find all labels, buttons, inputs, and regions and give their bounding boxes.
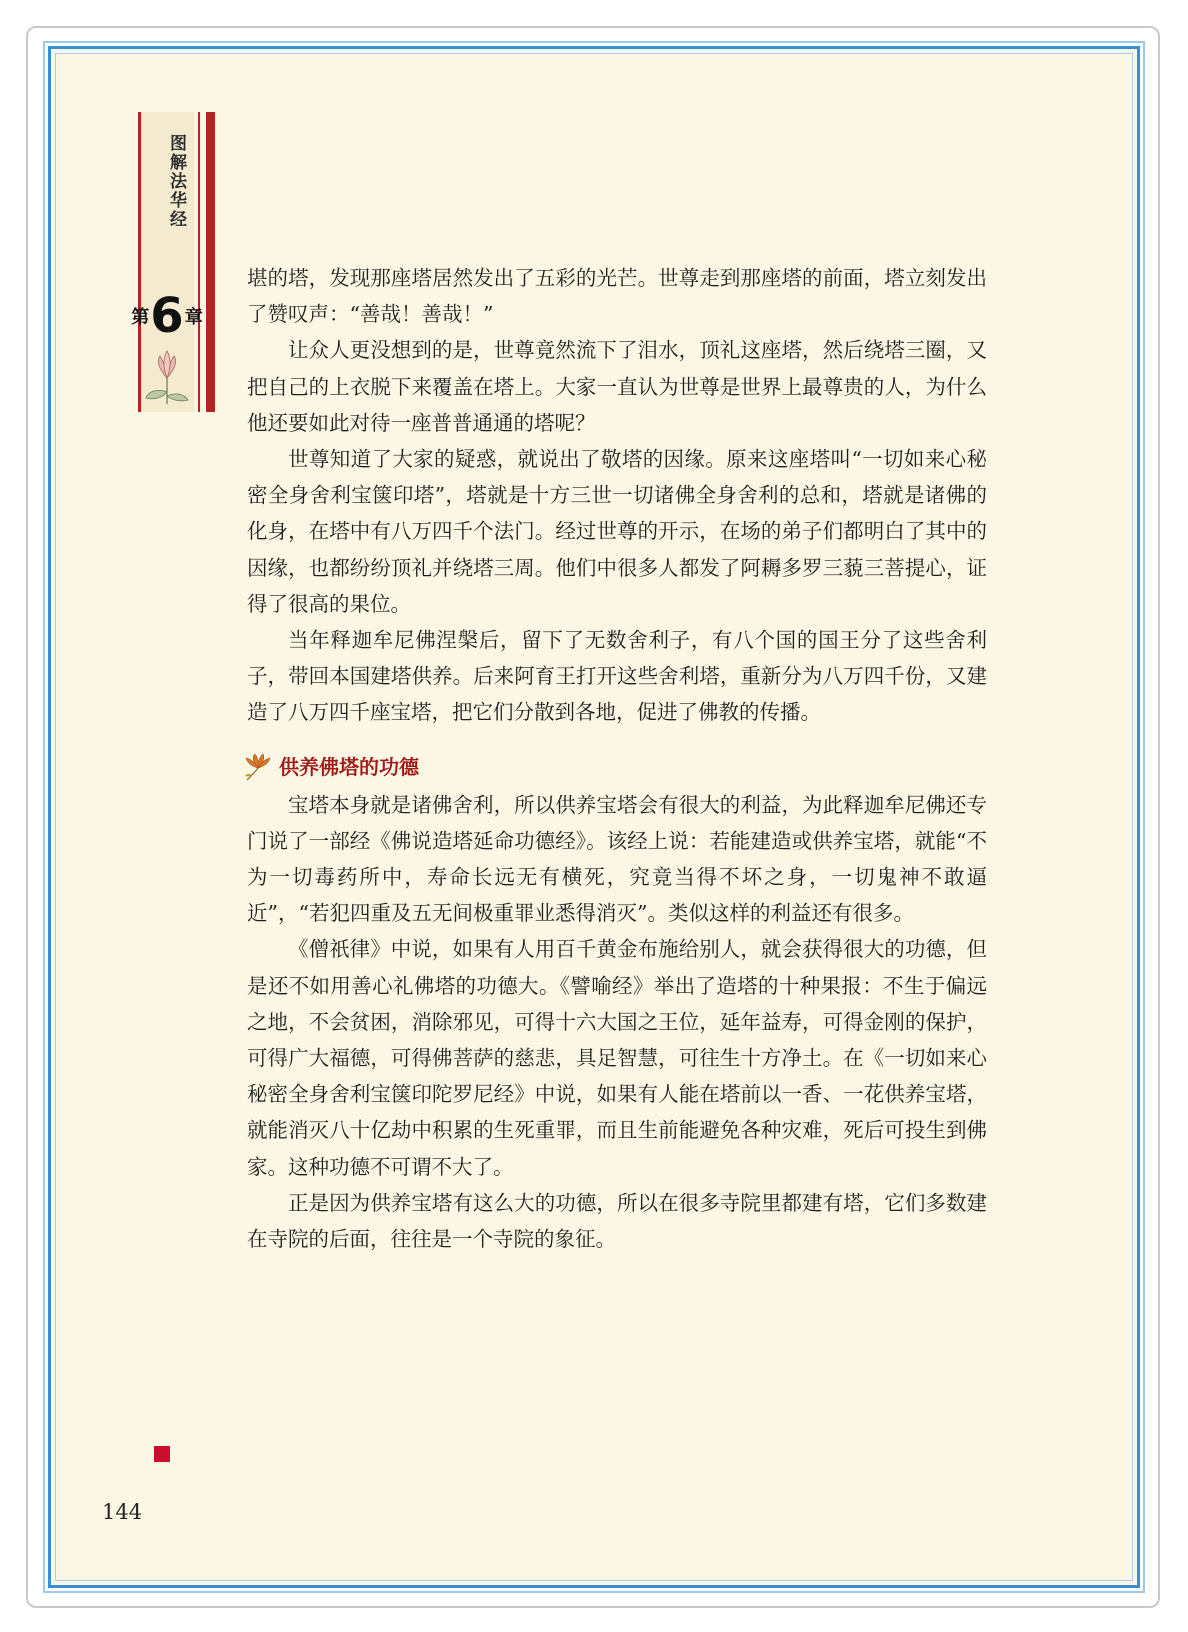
book-title: 图解法华经 — [166, 134, 186, 229]
chapter-marker — [131, 288, 203, 344]
paragraphs-after — [247, 787, 987, 1258]
chapter-number: 6 — [150, 288, 184, 344]
lotus-illustration-icon — [142, 348, 192, 406]
tab-thin-bar — [198, 112, 200, 412]
section-heading-text: 供养佛塔的功德 — [279, 754, 419, 779]
main-content — [247, 260, 987, 1257]
body-paragraph: 堪的塔，发现那座塔居然发出了五彩的光芒。世尊走到那座塔的前面，塔立刻发出了赞叹声：“善哉！善哉！” — [247, 266, 987, 327]
red-square-marker — [154, 1446, 170, 1462]
body-paragraph: 世尊知道了大家的疑惑，就说出了敬塔的因缘。原来这座塔叫“一切如来心秘密全身舍利宝箧印塔”，塔就是十方三世一切诸佛全身舍利的总和，塔就是诸佛的化身，在塔中有八万四千个法门。经过世尊的开示，在场的弟子们都明白了其中的因缘，也都纷纷顶礼并绕塔三周。他们中很多人都发了阿耨多罗三藐三菩提心，证得了很高的果位。 — [247, 447, 987, 616]
page-number: 144 — [102, 1500, 143, 1524]
body-paragraph: 让众人更没想到的是，世尊竟然流下了泪水，顶礼这座塔，然后绕塔三圈，又把自己的上衣脱下来覆盖在塔上。大家一直认为世尊是世界上最尊贵的人，为什么他还要如此对待一座普普通通的塔呢？ — [247, 338, 987, 435]
section-heading — [243, 749, 987, 785]
tab-red-bar — [206, 112, 215, 412]
chapter-suffix: 章 — [184, 307, 203, 328]
paragraphs-before — [247, 260, 987, 731]
lotus-flower-icon — [243, 752, 273, 782]
body-paragraph: 当年释迦牟尼佛涅槃后，留下了无数舍利子，有八个国的国王分了这些舍利子，带回本国建塔供养。后来阿育王打开这些舍利塔，重新分为八万四千份，又建造了八万四千座宝塔，把它们分散到各地，促进了佛教的传播。 — [247, 628, 987, 725]
chapter-side-tab — [131, 112, 218, 412]
body-paragraph: 宝塔本身就是诸佛舍利，所以供养宝塔会有很大的利益，为此释迦牟尼佛还专门说了一部经《佛说造塔延命功德经》。该经上说：若能建造或供养宝塔，就能“不为一切毒药所中，寿命长远无有横死，究竟当得不坏之身，一切鬼神不敢逼近”，“若犯四重及五无间极重罪业悉得消灭”。类似这样的利益还有很多。 — [247, 792, 987, 926]
chapter-prefix: 第 — [131, 307, 150, 328]
body-paragraph: 正是因为供养宝塔有这么大的功德，所以在很多寺院里都建有塔，它们多数建在寺院的后面，往往是一个寺院的象征。 — [247, 1190, 987, 1252]
body-paragraph: 《僧祇律》中说，如果有人用百千黄金布施给别人，就会获得很大的功德，但是还不如用善心礼佛塔的功德大。《譬喻经》举出了造塔的十种果报：不生于偏远之地，不会贫困，消除邪见，可得十六大国之王位，延年益寿，可得金刚的保护，可得广大福德，可得佛菩萨的慈悲，具足智慧，可往生十方净土。在《一切如来心秘密全身舍利宝箧印陀罗尼经》中说，如果有人能在塔前以一香、一花供养宝塔，就能消灭八十亿劫中积累的生死重罪，而且生前能避免各种灾难，死后可投生到佛家。这种功德不可谓不大了。 — [247, 937, 987, 1179]
